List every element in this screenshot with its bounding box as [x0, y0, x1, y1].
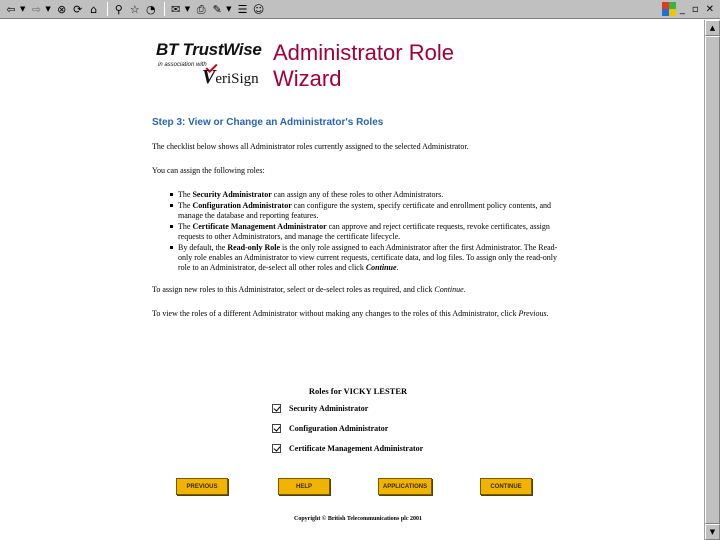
page-title-line1: Administrator Role [273, 40, 454, 65]
view-other-paragraph [152, 309, 564, 319]
assign-intro-paragraph: You can assign the following roles: [152, 166, 265, 175]
vertical-scrollbar[interactable] [704, 20, 720, 540]
checkbox-label: Security Administrator [289, 404, 369, 413]
role-name: Certificate Management Administrator [192, 222, 327, 231]
applications-button[interactable]: APPLICATIONS [378, 478, 432, 495]
toolbar-separator [107, 2, 108, 16]
scrollbar-thumb[interactable] [705, 36, 720, 524]
restore-icon[interactable]: ▫ [691, 4, 699, 15]
forward-arrow-icon[interactable]: ⇨ [31, 2, 41, 16]
search-icon[interactable]: ⚲ [114, 2, 123, 16]
previous-button[interactable]: PREVIOUS [176, 478, 228, 495]
role-name: Configuration Administrator [192, 201, 292, 210]
mail-dropdown-icon[interactable]: ▼ [184, 5, 191, 13]
print-icon[interactable]: ⎙ [196, 2, 206, 16]
copyright-notice: Copyright © British Telecommunications plc 2001 [294, 516, 422, 522]
intro-paragraph: The checklist below shows all Administrator roles currently assigned to the selected Administrator. [152, 142, 469, 151]
close-icon[interactable]: ✕ [705, 4, 714, 15]
verisign-logo-v: V [202, 66, 216, 88]
back-dropdown-icon[interactable]: ▼ [20, 5, 26, 13]
role-pre: The [178, 201, 193, 210]
security-administrator-checkbox[interactable] [272, 404, 281, 413]
bt-trustwise-logo: BT TrustWise [156, 40, 262, 59]
refresh-icon[interactable]: ⟳ [73, 2, 83, 16]
edit-dropdown-icon[interactable]: ▼ [226, 5, 232, 13]
assign-new-end: . [463, 285, 466, 294]
role-checkbox-row[interactable] [272, 424, 388, 433]
configuration-administrator-checkbox[interactable] [272, 424, 281, 433]
role-pre: The [178, 222, 193, 231]
step-heading: Step 3: View or Change an Administrator's Roles [152, 117, 384, 128]
scroll-up-arrow-icon[interactable]: ▲ [705, 20, 720, 36]
list-item [170, 190, 564, 200]
instructions [152, 118, 564, 333]
list-item [170, 201, 564, 221]
previous-reference: Previous [518, 309, 547, 318]
verisign-logo-rest: eriSign [215, 71, 259, 87]
role-description: is the only role assigned to each Administrator after the first Administrator. The Read-only role enables an Administrator to view current requests, certificate data, and log files. To assign only the read-only role to an Administrator, de-select all other roles and click [178, 243, 558, 272]
role-pre: By default, the [178, 243, 228, 252]
discuss-icon[interactable]: ☰ [237, 2, 248, 16]
list-item [170, 222, 564, 242]
continue-reference: Continue [434, 285, 464, 294]
minimize-icon[interactable]: _ [679, 4, 685, 15]
favorites-icon[interactable]: ☆ [129, 2, 140, 16]
logo-association-text: in association with [158, 62, 207, 68]
continue-reference: Continue [365, 263, 397, 272]
role-name: Read-only Role [227, 243, 280, 252]
forward-dropdown-icon[interactable]: ▼ [45, 5, 51, 13]
checklist-heading: Roles for VICKY LESTER [308, 386, 408, 396]
role-end: . [396, 263, 399, 272]
scroll-down-arrow-icon[interactable]: ▼ [705, 524, 720, 540]
assign-new-text: To assign new roles to this Administrator, select or de-select roles as required, and click [152, 285, 435, 294]
view-other-text: To view the roles of a different Administrator without making any changes to the roles of this Administrator, click [152, 309, 519, 318]
assign-new-paragraph [152, 285, 564, 295]
page-title-line2: Wizard [273, 66, 342, 91]
checkbox-label: Certificate Management Administrator [289, 444, 424, 453]
role-checkbox-row[interactable] [272, 444, 423, 453]
role-checkbox-row[interactable] [272, 404, 368, 413]
back-arrow-icon[interactable]: ⇦ [6, 2, 16, 16]
stop-icon[interactable]: ⊗ [57, 2, 67, 16]
role-description: can assign any of these roles to other Administrators. [271, 190, 444, 199]
role-description: can approve and reject certificate requests, revoke certificates, assign requests to other Administrators, and manage the certificate lifecycle. [178, 222, 550, 241]
window-controls [654, 0, 720, 19]
role-description: can configure the system, specify certificate and enrollment policy contents, and manage the database and reporting features. [178, 201, 552, 220]
messenger-icon[interactable]: ☺ [252, 2, 265, 16]
verisign-logo [202, 66, 259, 89]
list-item [170, 243, 564, 273]
checkbox-label: Configuration Administrator [289, 424, 389, 433]
browser-toolbar [0, 0, 720, 19]
roles-description-list [170, 190, 564, 273]
role-pre: The [178, 190, 193, 199]
mail-icon[interactable]: ✉ [171, 2, 181, 16]
edit-icon[interactable]: ✎ [212, 2, 222, 16]
help-button[interactable]: HELP [278, 478, 330, 495]
continue-button[interactable]: CONTINUE [480, 478, 532, 495]
history-icon[interactable]: ◔ [145, 2, 156, 16]
role-name: Security Administrator [192, 190, 272, 199]
view-other-end: . [546, 309, 549, 318]
home-icon[interactable]: ⌂ [90, 2, 98, 16]
certificate-management-administrator-checkbox[interactable] [272, 444, 281, 453]
toolbar-separator [164, 2, 165, 16]
page-title [273, 40, 513, 92]
